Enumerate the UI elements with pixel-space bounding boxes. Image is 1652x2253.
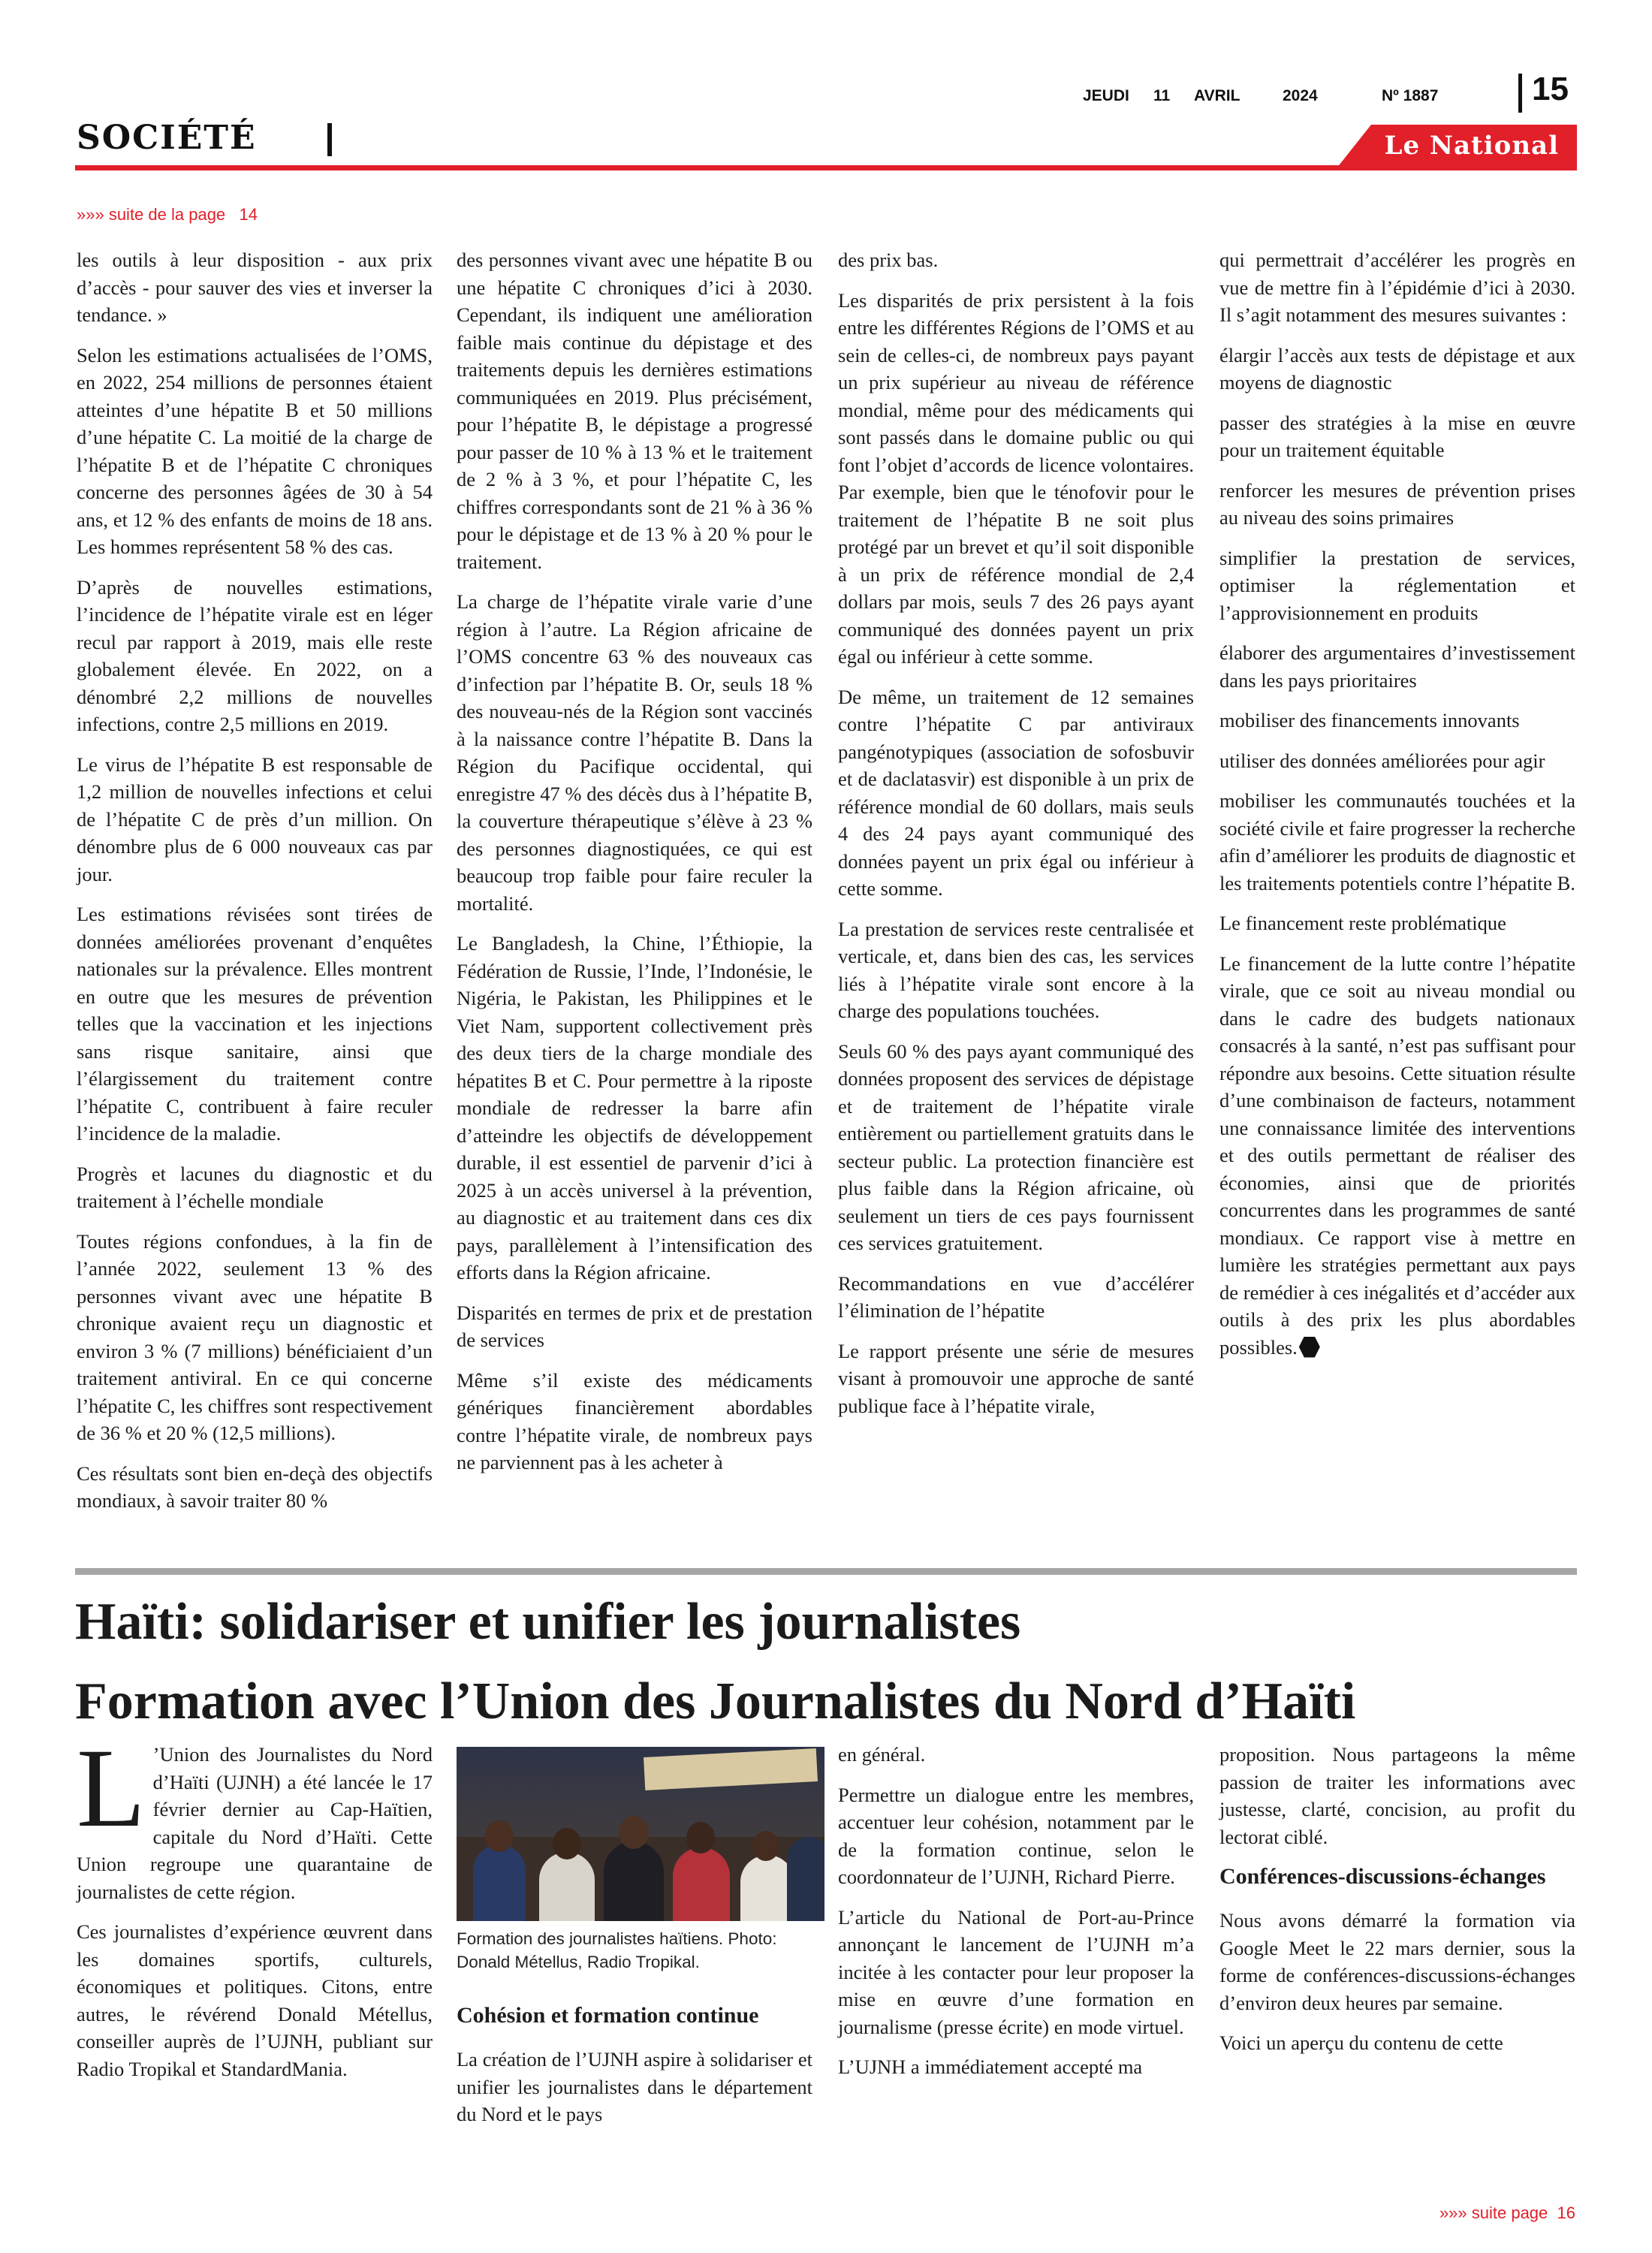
continued-to-page: 16: [1557, 2203, 1575, 2222]
list-item: renforcer les mesures de prévention prises au niveau des soins primaires: [1219, 478, 1575, 529]
header-date-number: 11: [1153, 87, 1171, 104]
continued-from-label: »»» suite de la page: [77, 205, 226, 224]
article1-column-2: [457, 246, 812, 1476]
paragraph-text: ’Union des Journalistes du Nord d’Haïti (UJNH) a été lancée le 17 février dernier au Cap-Haïtien, capitale du Nord d’Haïti. Cette Union regroupe une quarantaine de journalistes de cette région.: [77, 1743, 433, 1903]
article2-column-3: [838, 1741, 1194, 2081]
article2-headline: Haïti: solidariser et unifier les journalistes: [75, 1593, 1021, 1651]
section-label: SOCIÉTÉ: [77, 119, 257, 157]
paragraph: des prix bas.: [838, 249, 939, 271]
paragraph: Permettre un dialogue entre les membres, accentuer leur cohésion, notamment par le de la formation continue, selon le coordonnateur de l’UJNH, Richard Pierre.: [838, 1783, 1194, 1888]
paragraph: L’article du National de Port-au-Prince annonçant le lancement de l’UJNH m’a incitée à les contacter pour leur proposer la mise en œuvre d’une formation en journalisme (presse écrite) en mode virtuel.: [838, 1905, 1194, 2038]
page-number: 15: [1532, 71, 1569, 107]
paragraph: L’UJNH a immédiatement accepté ma: [838, 2055, 1143, 2078]
paragraph: [77, 1726, 433, 1905]
subheading: Le financement reste problématique: [1219, 912, 1506, 934]
article1-column-4: [1219, 246, 1575, 1361]
photo-figure: [604, 1841, 664, 1921]
paragraph: Ces résultats sont bien en-deçà des objectifs mondiaux, à savoir traiter 80 %: [77, 1461, 433, 1512]
section-separator: [327, 123, 332, 156]
page-number-separator: [1518, 74, 1522, 113]
paragraph: Même s’il existe des médicaments génériques financièrement abordables contre l’hépatite virale, de nombreux pays ne parviennent pas à les acheter à: [457, 1368, 812, 1473]
paragraph: La charge de l’hépatite virale varie d’une région à l’autre. La Région africaine de l’OMS concentre 63 % des nouveaux cas d’infection par l’hépatite B. Or, seuls 18 % des nouveau-nés de la Région sont vaccinés à la naissance contre l’hépatite B. Dans la Région du Pacifique occidental, qui enregistre 47 % des décès dus à l’hépatite B, la couverture thérapeutique s’élève à 23 % des personnes diagnostiquées, ce qui est beaucoup trop faible pour faire reculer la mortalité.: [457, 590, 812, 915]
photo-figure: [673, 1847, 730, 1921]
paragraph: Le Bangladesh, la Chine, l’Éthiopie, la Fédération de Russie, l’Inde, l’Indonésie, le Nigéria, le Pakistan, les Philippines et le Viet Nam, supportent collectivement près des deux tiers de la charge mondiale des hépatites B et C. Pour permettre à la riposte mondiale de redresser la barre afin d’atteindre les objectifs de développement durable, il est essentiel de parvenir d’ici à 2025 à un accès universel à la prévention, au diagnostic et au traitement dans ces dix pays, parallèlement à l’intensification des efforts dans la Région africaine.: [457, 932, 812, 1283]
article1-column-1: [77, 246, 433, 1515]
paragraph: les outils à leur disposition - aux prix d’accès - pour sauver des vies et inverser la tendance. »: [77, 249, 433, 326]
paragraph: en général.: [838, 1743, 926, 1766]
paragraph: La création de l’UJNH aspire à solidariser et unifier les journalistes dans le département du Nord et le pays: [457, 2048, 812, 2125]
paragraph: qui permettrait d’accélérer les progrès en vue de mettre fin à l’épidémie d’ici à 2030. Il s’agit notamment des mesures suivantes :: [1219, 249, 1575, 326]
header-year: 2024: [1283, 87, 1318, 104]
subheading: Disparités en termes de prix et de prestation de services: [457, 1301, 812, 1351]
list-item: élargir l’accès aux tests de dépistage et aux moyens de diagnostic: [1219, 343, 1575, 394]
continued-to: [1412, 2203, 1575, 2223]
photo-caption: Formation des journalistes haïtiens. Photo: Donald Métellus, Radio Tropikal.: [457, 1929, 777, 1971]
end-of-article-icon: [1299, 1337, 1320, 1358]
paragraph: Nous avons démarré la formation via Google Meet le 22 mars dernier, sous la forme de conférences-discussions-échanges d’environ deux heures par semaine.: [1219, 1909, 1575, 2014]
paragraph: des personnes vivant avec une hépatite B ou une hépatite C chroniques d’ici à 2030. Cependant, ils indiquent une amélioration faible mais continue du dépistage et des traitements depuis les dernières estimations communiquées en 2019. Plus précisément, pour l’hépatite B, le dépistage a progressé pour passer de 10 % à 13 % et le traitement de 2 % à 3 %, et pour l’hépatite C, les chiffres correspondants sont de 21 % à 36 % pour le dépistage et de 13 % à 20 % pour le traitement.: [457, 249, 812, 573]
list-item: mobiliser des financements innovants: [1219, 709, 1520, 731]
article2-column-1: [77, 1726, 433, 2083]
photo-banner: [644, 1748, 818, 1790]
paragraph-text: Le financement de la lutte contre l’hépatite virale, que ce soit au niveau mondial ou dans le cadre des budgets nationaux consacrés à la santé, n’est pas suffisant pour répondre aux besoins. Cette situation résulte d’une combinaison de facteurs, notamment une connaissance limitée des interventions et des outils permettant de réaliser des économies, ainsi que de priorités concurrentes dans les programmes de santé mondiaux. Ce rapport vise à mettre en lumière les stratégies permettant aux pays de remédier à ces inégalités et d’accéder aux outils à des prix les plus abordables possibles.: [1219, 952, 1575, 1359]
article-photo: [457, 1747, 824, 1921]
photo-figure: [752, 1831, 779, 1861]
article2-column-2: [457, 1996, 812, 2128]
list-item: utiliser des données améliorées pour agir: [1219, 749, 1545, 772]
continued-to-label: »»» suite page: [1439, 2203, 1548, 2222]
list-item: mobiliser les communautés touchées et la société civile et faire progresser la recherche afin d’améliorer les produits de diagnostic et les traitements potentiels contre l’hépatite B.: [1219, 789, 1575, 894]
paragraph: Voici un aperçu du contenu de cette: [1219, 2031, 1503, 2054]
article1-column-3: [838, 246, 1194, 1419]
photo-figure: [539, 1852, 595, 1921]
photo-figure: [619, 1816, 649, 1849]
paragraph: Le virus de l’hépatite B est responsable de 1,2 million de nouvelles infections et celui de l’hépatite C de près d’un million. On dénombre plus de 6 000 nouveaux cas par jour.: [77, 753, 433, 885]
paragraph: D’après de nouvelles estimations, l’incidence de l’hépatite virale est en léger recul par rapport à 2019, mais elle reste globalement élevée. En 2022, on a dénombré 2,2 millions de nouvelles infections, contre 2,5 millions en 2019.: [77, 575, 433, 735]
paragraph: Les estimations révisées sont tirées de données améliorées provenant d’enquêtes nationales sur la prévalence. Elles montrent en outre que les mesures de prévention telles que la vaccination et les injections sans risque sanitaire, ainsi que l’élargissement du traitement contre l’hépatite C, contribuent à faire reculer l’incidence de la maladie.: [77, 903, 433, 1145]
paragraph: Selon les estimations actualisées de l’OMS, en 2022, 254 millions de personnes étaient atteintes d’une hépatite B et 50 millions d’une hépatite C. La moitié de la charge de l’hépatite B et de l’hépatite C chroniques concerne des personnes âgées de 30 à 54 ans, et 12 % des enfants de moins de 18 ans. Les hommes représentent 58 % des cas.: [77, 343, 433, 558]
article-divider: [75, 1568, 1577, 1575]
subheading: Recommandations en vue d’accélérer l’élimination de l’hépatite: [838, 1271, 1194, 1322]
paragraph: La prestation de services reste centralisée et verticale, et, dans bien des cas, les services liés à l’hépatite virale sont encore à la charge des populations touchées.: [838, 917, 1194, 1022]
photo-figure: [553, 1828, 581, 1859]
paragraph: [1219, 950, 1575, 1362]
photo-figure: [485, 1820, 514, 1852]
paragraph: De même, un traitement de 12 semaines contre l’hépatite C par antiviraux pangénotypiques (association de sofosbuvir et de daclatasvir) est disponible à un prix de référence mondial de 60 dollars, mais seuls 4 des 24 pays ayant communiqué des données payent un prix égal ou inférieur à cette somme.: [838, 685, 1194, 900]
drop-cap: L: [77, 1726, 146, 1850]
subheading: Cohésion et formation continue: [457, 2003, 759, 2028]
header-month: AVRIL: [1194, 87, 1241, 104]
paragraph: Seuls 60 % des pays ayant communiqué des données proposent des services de dépistage et de traitement de l’hépatite virale entièrement ou partiellement gratuits dans le secteur public. La protection financière est plus faible dans la Région africaine, où seulement un tiers de ces pays fournissent ces services gratuitement.: [838, 1039, 1194, 1254]
paragraph: proposition. Nous partageons la même passion de traiter les informations avec justesse, clarté, concision, au profit du lectorat ciblé.: [1219, 1743, 1575, 1848]
subheading: Progrès et lacunes du diagnostic et du traitement à l’échelle mondiale: [77, 1162, 433, 1212]
photo-figure: [686, 1822, 715, 1853]
list-item: élaborer des argumentaires d’investissement dans les pays prioritaires: [1219, 641, 1575, 692]
paragraph: Le rapport présente une série de mesures visant à promouvoir une approche de santé publique face à l’hépatite virale,: [838, 1339, 1194, 1417]
paragraph: Toutes régions confondues, à la fin de l’année 2022, seulement 13 % des personnes vivant avec une hépatite B chronique avaient reçu un diagnostic et environ 3 % (7 millions) bénéficiaient d’un traitement antiviral. En ce qui concerne l’hépatite C, les chiffres sont respectivement de 36 % et 20 % (12,5 millions).: [77, 1229, 433, 1444]
photo-figure: [787, 1837, 824, 1921]
header-issue: Nº 1887: [1382, 87, 1439, 104]
list-item: simplifier la prestation de services, optimiser la réglementation et l’approvisionnement en produits: [1219, 546, 1575, 624]
photo-figure: [473, 1844, 526, 1921]
brand-logo: Le National: [1384, 131, 1559, 161]
continued-from: [77, 205, 258, 225]
continued-from-page: 14: [239, 205, 258, 224]
article2-column-4: [1219, 1741, 1575, 2057]
list-item: passer des stratégies à la mise en œuvre pour un traitement équitable: [1219, 411, 1575, 461]
subheading: Conférences-discussions-échanges: [1219, 1864, 1546, 1889]
paragraph: Ces journalistes d’expérience œuvrent dans les domaines sportifs, culturels, économiques et politiques. Citons, entre autres, le révérend Donald Métellus, conseiller auprès de l’UJNH, publiant sur Radio Tropikal et StandardMania.: [77, 1920, 433, 2080]
article2-subheadline: Formation avec l’Union des Journalistes du Nord d’Haïti: [75, 1672, 1356, 1730]
header-day: JEUDI: [1083, 87, 1129, 104]
paragraph: Les disparités de prix persistent à la fois entre les différentes Régions de l’OMS et au sein de celles-ci, de nombreux pays payant un prix supérieur au niveau de référence mondial, même pour des médicaments qui sont passés dans le domaine public ou qui font l’objet d’accords de licence volontaires. Par exemple, bien que le ténofovir pour le traitement de l’hépatite B ne soit plus protégé par un brevet et qu’il soit disponible à un prix de référence mondial de 2,4 dollars par mois, seuls 7 des 26 pays ayant communiqué des données payent un prix égal ou inférieur à cette somme.: [838, 288, 1194, 668]
header-rule: [75, 165, 1577, 170]
